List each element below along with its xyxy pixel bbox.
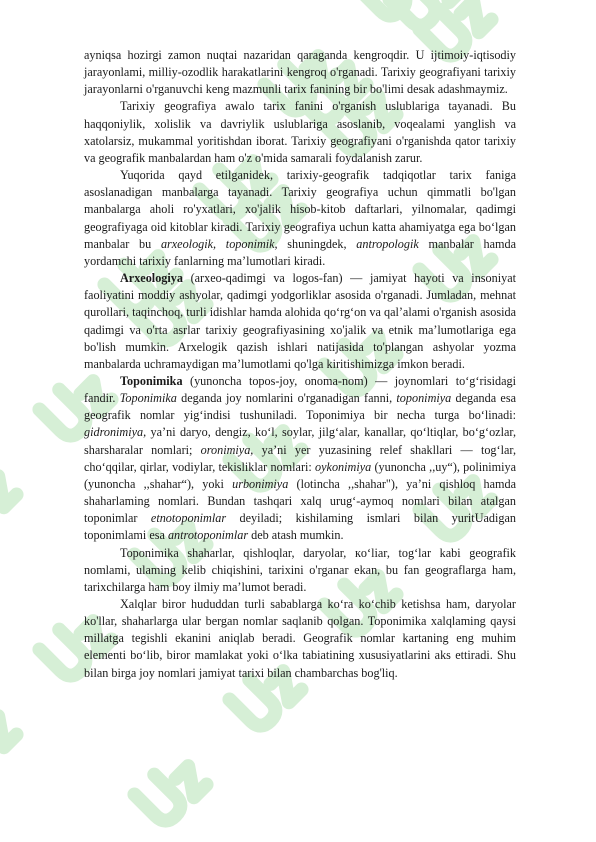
paragraph <box>84 47 516 98</box>
text-run: antrotoponimlar <box>167 528 249 543</box>
text-run: ayniqsa hozirgi zamon nuqtai nazaridan qaraganda kengroqdir. U ijtimoiy-iqtisodiy jarayonlami, milliy-ozodlik harakatlarini kengroq o'rganadi. Tarixiy geografiyani tarixiy jarayonlarni o'rganuvchi keng mazmunli tarix fanining bir bo'limi desak adashmaymiz. <box>84 48 516 97</box>
text-run: Yuqorida qayd etilganidek, tarixiy-geografik tadqiqotlar tarix faniga asoslanadigan manbalarga tayanadi. Tarixiy geografiya uchun qimmatli bo'lgan manbalarga aholi ro'yxatlari, xo'jalik hisob-kitob daftarlari, yilnomalar, qadimgi geografiyaga oid kitoblar kiradi. Tarixiy geografiya uchun katta ahamiyatga ega bo‘lgan manbalar bu <box>84 168 516 251</box>
text-run: antropologik <box>356 236 419 251</box>
text-run: Tarixiy geografiya awalo tarix fanini o'rganish uslublariga tayanadi. Bu haqqoniylik, xolislik va davriylik uslublariga asoslanib, voqealami yanglish va xatolarsiz, mukammal yoritishdan iborat. Tarixiy geografiyani o'rganishda qator tarixiy va geografik manbalardan ham o'z o'mida samarali foydalanish zarur. <box>84 99 516 165</box>
text-run: arxeologik, toponimik, <box>160 236 278 251</box>
text-run: deganda esa geografik nomlar yig‘indisi tushuniladi. Toponimiya bir necha turga bo‘linadi: <box>84 391 516 423</box>
text-run: ya’ni daryo, dengiz, ko‘l, soylar, jilg‘alar, kanallar, qo‘ltiqlar, bo‘g‘ozlar, sharsharalar nomlari; <box>84 425 516 457</box>
paragraph <box>84 98 516 167</box>
paragraph <box>84 545 516 596</box>
paragraph <box>84 596 516 682</box>
text-run: gidronimiya, <box>84 425 147 440</box>
text-run: oronimiya, <box>200 442 254 457</box>
text-run: Xalqlar biror hududdan turli sabablarga ko‘ra ko‘chib ketishsa ham, daryolar ko'llar, shaharlarga ular bergan nomlar saqlanib qolgan. Toponimika xalqlaming qaysi millatga tegishli ekanini aniqlab beradi. Geografik nomlar kartaning eng muhim elementi bo‘lib, biror mamlakat yoki o‘lka tabiatining xususiyatlarini aks ettiradi. Shu bilan birga joy nomlari jamiyat tarixi bilan chambarchas bog'liq. <box>84 597 516 680</box>
text-run: Arxeologiya <box>120 271 183 286</box>
document-page <box>84 47 516 682</box>
text-run: (yunoncha topos-joy, onoma-nom) — joynomlari to‘g‘risidagi fandir. <box>84 373 516 406</box>
text-run: Toponimika <box>119 391 177 406</box>
paragraph <box>84 167 516 270</box>
text-run: deyiladi; kishilaming ismlari bilan yuritUadigan toponimlami esa <box>84 511 516 543</box>
text-run: Toponimika shaharlar, qishloqlar, daryolar, кo‘liar, tog‘lar kabi geografik nomlami, ulaming kelib chiqishini, tarixini o'rganar ekan, bu fan geograflarga ham, tarixchilarga ham boy ilmiy ma’lumot beradi. <box>84 545 516 594</box>
text-run: deganda joy nomlarini o'rganadigan fanni, <box>176 391 397 406</box>
text-run: oykonimiya <box>315 459 372 474</box>
text-run: manbalar hamda yordamchi tarixiy fanlarning ma’lumotlari kiradi. <box>84 236 517 268</box>
paragraph <box>84 270 516 373</box>
text-run: shuningdek, <box>277 236 357 251</box>
text-run: ya’ni yer yuzasining relef shakllari — tog‘lar, cho‘qqilar, qirlar, vodiylar, tekisliklar nomlari: <box>84 442 516 474</box>
text-run: (lotincha ,,shahar"), ya’ni qishloq hamda shaharlaming nomlari. Bundan tashqari xalq urug‘-aymoq nomlari bilan atalgan toponimlar <box>84 476 516 526</box>
text-run: etnotoponimlar <box>150 511 227 526</box>
text-run: deb atash mumkin. <box>248 528 344 543</box>
text-run: urbonimiya <box>232 476 289 491</box>
text-run: Toponimika <box>120 373 183 388</box>
text-run: (arxeo-qadimgi va logos-fan) — jamiyat hayoti va insoniyat faoliyatini moddiy ashyolar, qadimgi yodgorliklar asosida o'rganadi. Jumladan, mehnat qurollari, taqinchoq, turli idishlar hamda alohida qo‘rg‘on va qal’alami o'rganish asosida qadimgi va o'rta asrlar tarixiy geografiyasining xo'jalik va etnik ma’lumotlariga ega bo'lish mumkin. Arxelogik qazish ishlari natijasida to'plangan ashyolar yozma manbalarda uchramaydigan ma’lumotlami qo'lga kiritishimizga imkon beradi. <box>84 271 516 371</box>
paragraph <box>84 373 516 545</box>
text-run: toponimiya <box>396 391 452 406</box>
text-run: (yunoncha ,,uy“), polinimiya (yunoncha ,,shahar“), yoki <box>84 459 516 491</box>
